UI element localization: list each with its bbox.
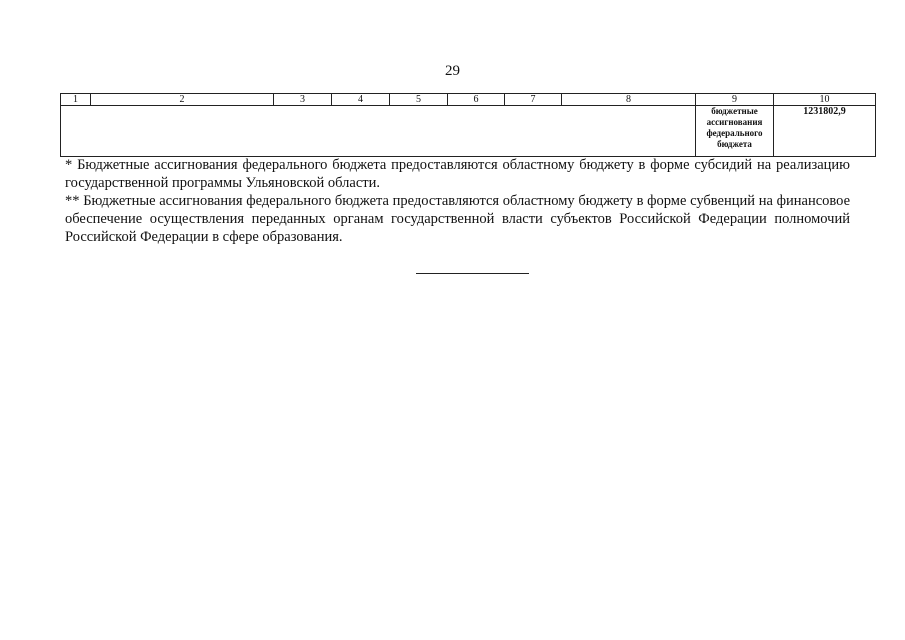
column-number-9: 9 xyxy=(696,94,774,106)
table-row xyxy=(61,106,876,157)
column-number-1: 1 xyxy=(61,94,91,106)
budget-table xyxy=(60,93,876,157)
fund-source-cell: бюджетные ассигнования федерального бюджета xyxy=(696,106,774,157)
table-header-row xyxy=(61,94,876,106)
empty-merged-cell xyxy=(61,106,696,157)
footnote-1 xyxy=(65,156,850,192)
column-number-8: 8 xyxy=(562,94,696,106)
page-number: 29 xyxy=(445,63,460,79)
column-number-5: 5 xyxy=(390,94,448,106)
amount-cell: 1231802,9 xyxy=(774,106,876,157)
end-of-document-rule xyxy=(416,273,529,274)
footnotes xyxy=(65,156,850,246)
column-number-4: 4 xyxy=(332,94,390,106)
footnote-2 xyxy=(65,192,850,246)
column-number-3: 3 xyxy=(274,94,332,106)
column-number-10: 10 xyxy=(774,94,876,106)
column-number-7: 7 xyxy=(505,94,562,106)
footnote-text: Бюджетные ассигнования федерального бюджета предоставляются областному бюджету в форме субсидий на реализацию государственной программы Ульяновской области. xyxy=(65,157,850,191)
footnote-marker: * xyxy=(65,157,73,173)
column-number-2: 2 xyxy=(91,94,274,106)
column-number-6: 6 xyxy=(448,94,505,106)
footnote-marker: ** xyxy=(65,193,80,209)
footnote-text: Бюджетные ассигнования федерального бюджета предоставляются областному бюджету в форме субвенций на финансовое обеспечение осуществления переданных органам государственной власти субъектов Российской Федерации полномочий Российской Федерации в сфере образования. xyxy=(65,193,850,245)
